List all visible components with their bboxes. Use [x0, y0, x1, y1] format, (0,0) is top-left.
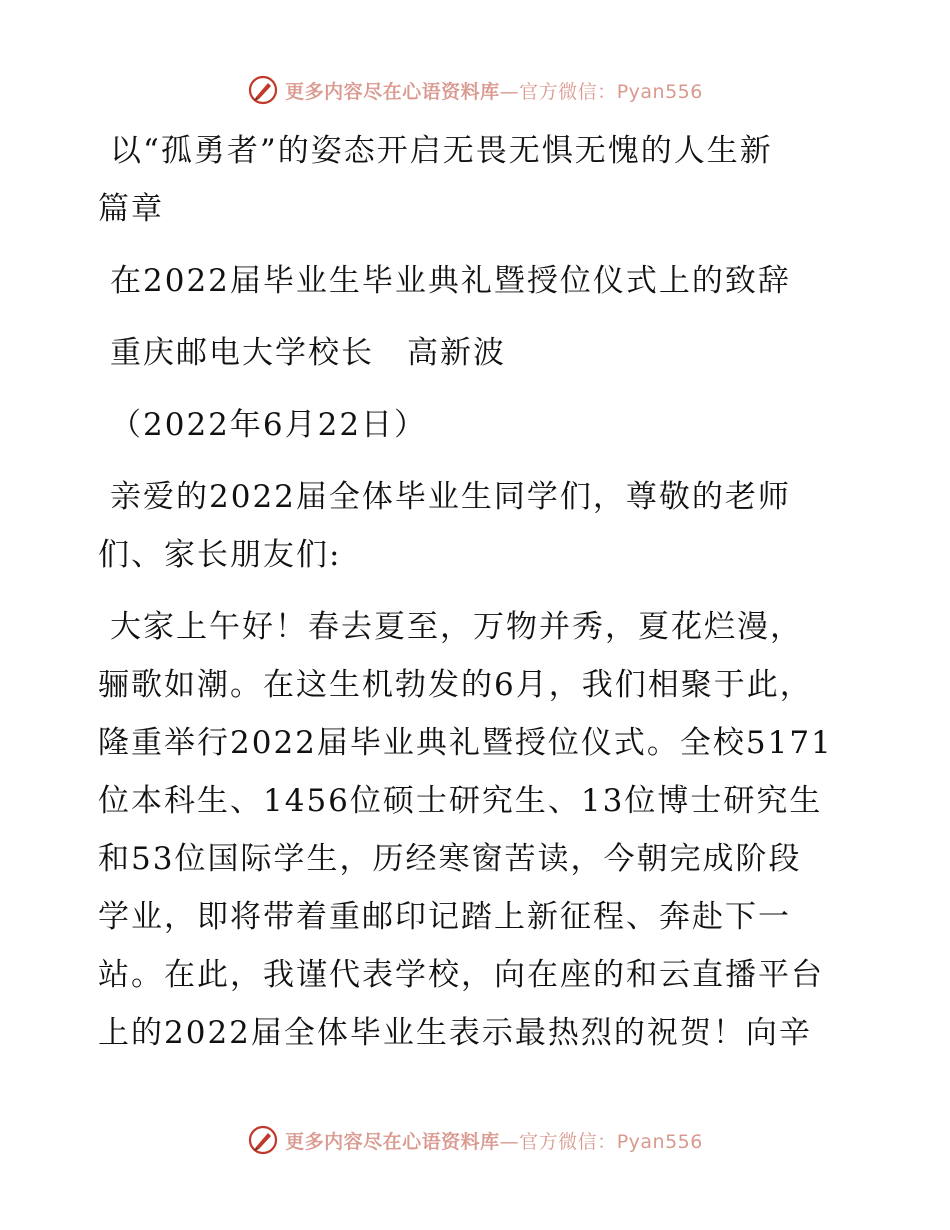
body-line-3: 隆重举行2022届毕业典礼暨授位仪式。全校5171 — [98, 725, 833, 761]
title-line-1: 以“孤勇者”的姿态开启无畏无惧无愧的人生新 — [110, 133, 773, 169]
footer-watermark — [0, 1122, 950, 1158]
body-line-8: 上的2022届全体毕业生表示最热烈的祝贺！向辛 — [98, 1015, 812, 1051]
body-line-1: 大家上午好！春去夏至，万物并秀，夏花烂漫， — [110, 609, 803, 645]
body-line-7: 站。在此，我谨代表学校，向在座的和云直播平台 — [98, 957, 824, 993]
salutation-line-1: 亲爱的2022届全体毕业生同学们，尊敬的老师 — [110, 479, 791, 515]
speech-author: 重庆邮电大学校长 高新波 — [110, 335, 506, 371]
watermark-text: 更多内容尽在心语资料库—官方微信：Pyan556 — [285, 80, 703, 103]
title-line-2: 篇章 — [98, 191, 164, 227]
salutation-line-2: 们、家长朋友们: — [98, 537, 342, 573]
header-watermark — [0, 72, 950, 108]
speech-date: （2022年6月22日） — [110, 407, 428, 443]
body-line-5: 和53位国际学生，历经寒窗苦读，今朝完成阶段 — [98, 841, 802, 877]
body-line-4: 位本科生、1456位硕士研究生、13位博士研究生 — [98, 783, 823, 819]
quill-logo-icon — [247, 1124, 279, 1156]
body-line-2: 骊歌如潮。在这生机勃发的6月，我们相聚于此， — [98, 667, 813, 703]
body-line-6: 学业，即将带着重邮印记踏上新征程、奔赴下一 — [98, 899, 791, 935]
speech-subtitle: 在2022届毕业生毕业典礼暨授位仪式上的致辞 — [110, 263, 791, 299]
document-body — [98, 122, 858, 1062]
quill-logo-icon — [247, 74, 279, 106]
watermark-text: 更多内容尽在心语资料库—官方微信：Pyan556 — [285, 1130, 703, 1153]
